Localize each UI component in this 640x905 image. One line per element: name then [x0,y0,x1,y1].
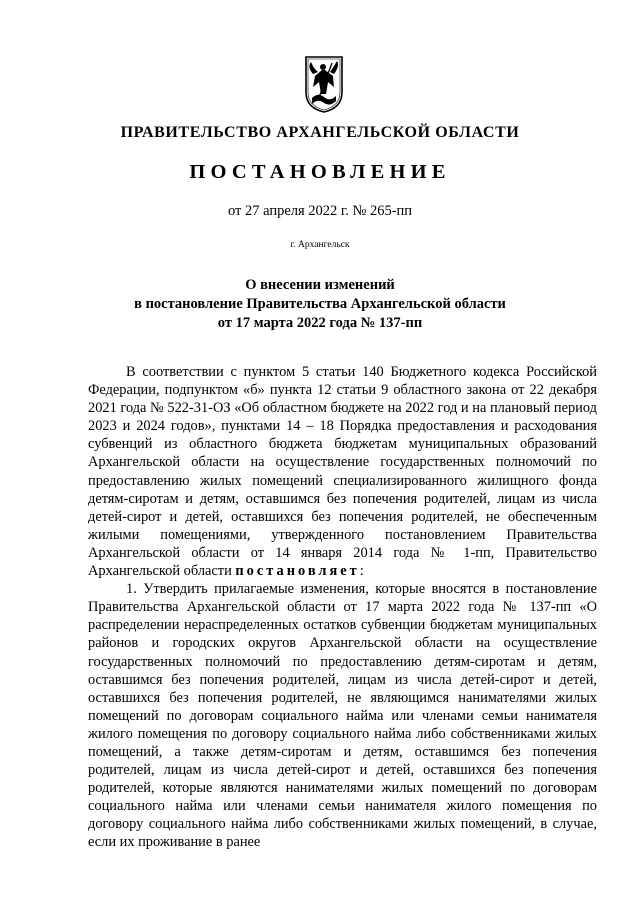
title-line-1: О внесении изменений [245,277,395,293]
title-line-3: от 17 марта 2022 года № 137-пп [217,315,423,331]
paragraph-preamble [88,363,597,580]
coat-of-arms-archangel-icon [303,54,345,114]
preamble-text: В соответствии с пунктом 5 статьи 140 Бюджетного кодекса Российской Федерации, подпунктом «б» пункта 12 статьи 9 областного закона от 22 декабря 2021 года № 522-31-ОЗ «Об областном бюджете на 2022 год и на плановый период 2023 и 2024 годов», пунктами 14 – 18 Порядка предоставления и расходования субвенций из областного бюджета бюджетам муниципальных образований Архангельской области на осуществление государственных полномочий по предоставлению жилых помещений специализированного жилищного фонда детям-сиротам и детям, оставшимся без попечения родителей, лицам из числа детей-сирот и детей, оставшихся без попечения родителей, не обеспеченным жилыми помещениями, утвержденного постановлением Правительства Архангельской области от 14 января 2014 года № 1-пп, Правительство Архангельской области [88,364,597,580]
document-body [88,363,597,852]
paragraph-item-1: 1. Утвердить прилагаемые изменения, которые вносятся в постановление Правительства Архангельской области от 17 марта 2022 года № 137-пп «О распределении нераспределенных остатков субвенции бюджетам муниципальных районов и городских округов Архангельской области на осуществление государственных полномочий по предоставлению детям-сиротам и детям, оставшимся без попечения родителей, лицам из числа детей-сирот и детей, оставшихся без попечения родителей, не являющимся нанимателями жилых помещений по договорам социального найма или членами семьи нанимателя жилого помещения по договору социального найма либо собственниками жилых помещений, а также детям-сиротам и детям, оставшимся без попечения родителей, лицам из числа детей-сирот и детей, оставшихся без попечения родителей, которые являются нанимателями жилых помещений по договорам социального найма или членами семьи нанимателя жилого помещения по договору социального найма либо собственниками жилых помещений, в случае, если их проживание в ранее [88,581,597,851]
organization-name: ПРАВИТЕЛЬСТВО АРХАНГЕЛЬСКОЙ ОБЛАСТИ [120,124,520,141]
resolves-emphasis: постановляет [235,563,360,580]
document-date-number: от 27 апреля 2022 г. № 265-пп [227,203,413,219]
preamble-end: : [359,563,364,580]
document-title [0,276,640,333]
title-line-2: в постановление Правительства Архангельской области [134,296,506,312]
document-type: ПОСТАНОВЛЕНИЕ [189,161,451,183]
city-name: г. Архангельск [290,240,350,250]
